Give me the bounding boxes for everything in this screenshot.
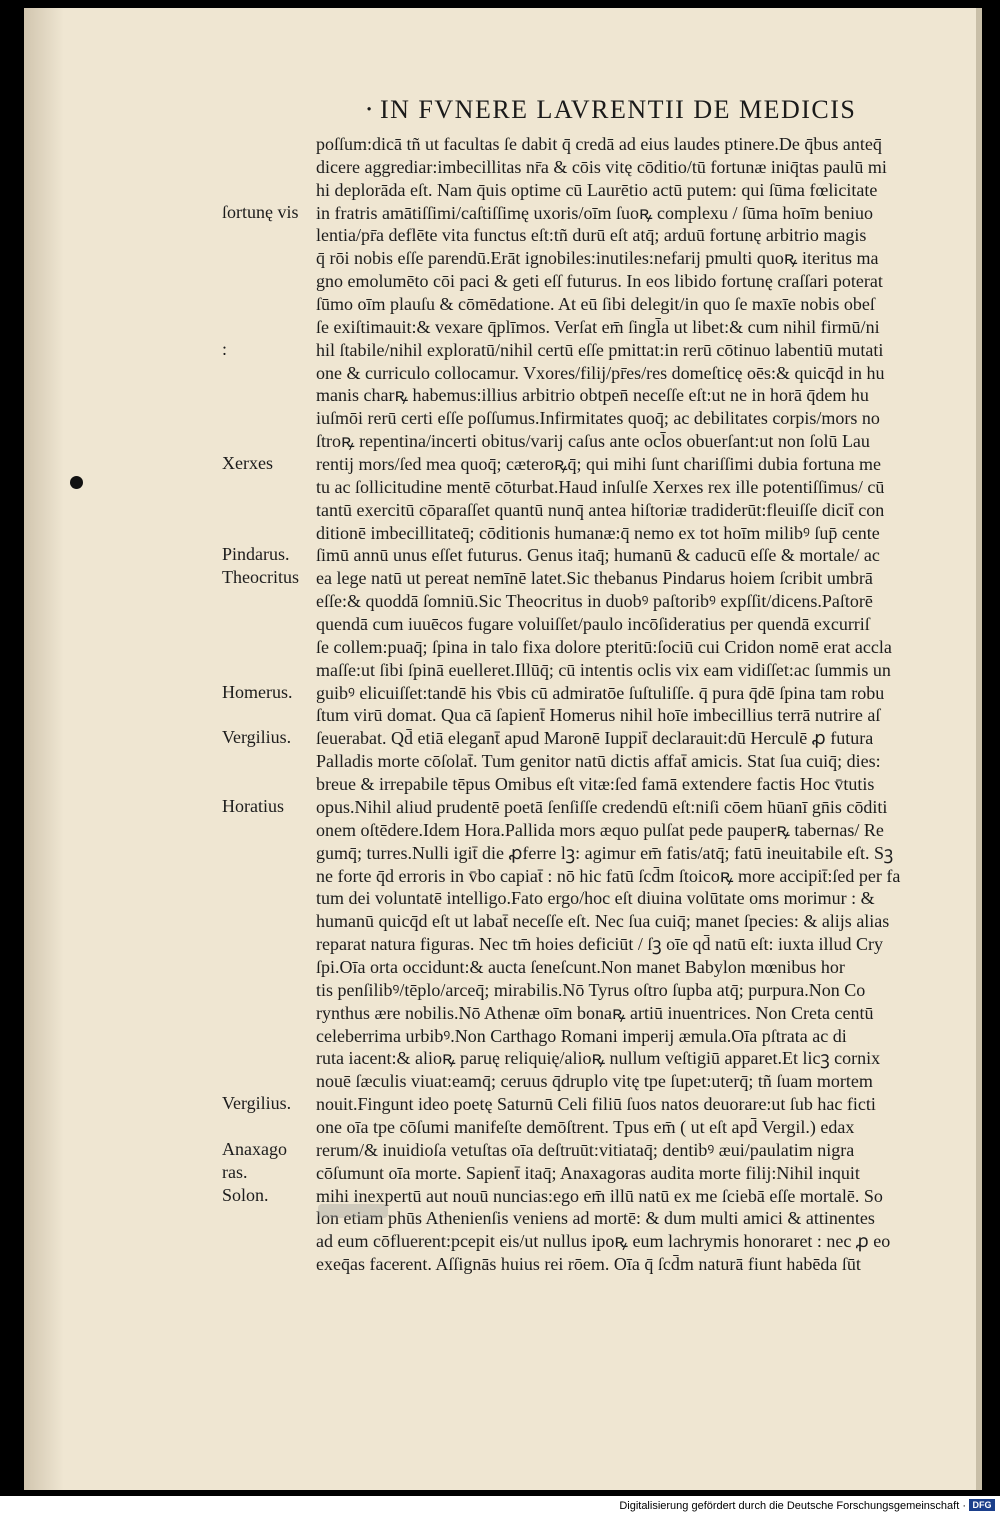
margin-note: Horatius <box>222 795 284 816</box>
text-line: lon etiam phūs Athenienſis veniens ad mortē: & dum multi amici & attinentes <box>316 1208 875 1229</box>
text-line: mihi inexpertū aut nouū nuncias:ego em̄ illū natū ex me ſciebā eſſe mortalē. So <box>316 1185 883 1206</box>
text-line: q̄ rōi nobis eſſe parendū.Erāt ignobiles:inutiles:nefarij pmulti quoꝶ iteritus ma <box>316 248 879 269</box>
main-text-block <box>316 133 966 1276</box>
text-line: tum dei voluntatē intelligo.Fato ergo/hoc eſt diuina volūtate oms morimur : & <box>316 888 875 909</box>
text-line: tu ac ſollicitudine mentē cōturbat.Haud inſulſe Xerxes rex ille potentiſſimus/ cū <box>316 476 885 497</box>
text-line: onem oſtēdere.Idem Hora.Pallida mors æquo pulſat pede pauperꝶ tabernas/ Re <box>316 819 884 840</box>
text-line: gumq̄; turres.Nulli igit̄ die ꝓferre lꝫ: agimur em̄ fatis/atq̄; fatū ineuitabile eſt. Sꝫ <box>316 842 894 863</box>
ink-spot <box>70 476 83 489</box>
text-line: tantū exercitū cōparaſſet quantū nunq̄ antea hiſtoriæ tradiderūt:fleuiſſe dicit̄ con <box>316 499 885 520</box>
ink-smudge <box>318 1204 388 1218</box>
margin-note: Xerxes <box>222 453 273 474</box>
text-line: ne forte q̄d erroris in v̄bo capiat̄ : nō hic fatū ſcd̄m ſtoicoꝶ more accipit̄:ſed per fa <box>316 865 901 886</box>
text-line: ſpi.Oīa orta occidunt:& aucta ſeneſcunt.Non manet Babylon mœnibus hor <box>316 956 845 977</box>
text-line: ſe exiſtimauit:& vexare q̄plīmos. Verſat em̄ ſingl̄a ut libet:& cum nihil firmū/ni <box>316 316 880 337</box>
margin-note: ras. <box>222 1161 248 1182</box>
margin-note: Solon. <box>222 1184 269 1205</box>
margin-note: : <box>222 338 228 359</box>
text-line: one & curriculo collocamur. Vxores/filij/pr̄es/res domeſticę oēs:& quicq̄d in hu <box>316 362 885 383</box>
text-line: hil ſtabile/nihil exploratū/nihil certū eſſe pmittat:in rerū cōtinuo labentiū mutati <box>316 339 884 360</box>
text-line: quendā cum iuuēcos fugare voluiſſet/paulo incōſideratius per quendā excurriſ <box>316 614 870 635</box>
text-line: ſe collem:puaq̄; ſpina in talo fixa dolore pteritū:ſociū cui Cridon nomē erat accla <box>316 636 892 657</box>
text-line: ſtum virū domat. Qua cā ſapient̄ Homerus nihil hoīe imbecillius terrā nutrire aſ <box>316 705 881 726</box>
text-line: cōſumunt oīa morte. Sapient̄ itaq̄; Anaxagoras audita morte filij:Nihil inquit <box>316 1162 860 1183</box>
text-line: in fratris amātiſſimi/caſtiſſimę uxoris/oīm ſuoꝶ complexu / ſūma hoīm beniuo <box>316 202 873 223</box>
text-line: tis penſilibꝰ/tēplo/arceq̄; mirabilis.Nō Tyrus oſtro ſupba atq̄; purpura.Non Co <box>316 979 866 1000</box>
text-line: opus.Nihil aliud prudentē poetā ſenſiſſe credendū eſt:niſi cōem hūanī gn̄is cōditi <box>316 796 888 817</box>
text-line: iuſmōi rerū certi eſſe poſſumus.Infirmitates quoq̄; ac debilitates corpis/mors no <box>316 408 880 429</box>
margin-note: Homerus. <box>222 681 293 702</box>
text-line: ſūmo oīm plauſu & cōmēdatione. At eū ſibi delegit/in quo ſe maxīe nobis obeſ <box>316 294 875 315</box>
margin-note: ſortunę vis <box>222 201 299 222</box>
text-line: Palladis morte cōſolat̄. Tum genitor natū dictis affat̄ amicis. Stat ſua cuiq̄; dies: <box>316 751 881 772</box>
dfg-logo: DFG <box>969 1499 995 1511</box>
text-line: manis charꝶ habemus:illius arbitrio obtpen̄ neceſſe eſt:ut ne in horā q̄dem hu <box>316 385 869 406</box>
text-line: ruta iacent:& alioꝶ paruę reliquię/alioꝶ nullum veſtigiū apparet.Et licꝫ cornix <box>316 1048 881 1069</box>
text-line: humanū quicq̄d eſt ut labat̄ neceſſe eſt. Nec ſua cuiq̄; manet ſpecies: & alijs alias <box>316 911 890 932</box>
text-line: eſſe:& quoddā ſomniū.Sic Theocritus in duobꝰ paſtoribꝰ expſſit/dicens.Paſtorē <box>316 591 873 612</box>
margin-note: Theocritus <box>222 567 299 588</box>
text-line: rentij mors/ſed mea quoq̄; cæteroꝶq̄; qui mihi ſunt chariſſimi dubia fortuna me <box>316 454 881 475</box>
margin-note: Anaxago <box>222 1138 287 1159</box>
text-line: ſtroꝶ repentina/incerti obitus/varij caſus ante ocl̄os obuerſant:ut non ſolū Lau <box>316 431 870 452</box>
text-line: lentia/pr̄a deflēte vita functus eſt:tñ durū eſt atq̄; arduū fortunę arbitrio magis <box>316 225 867 246</box>
text-line: poſſum:dicā tñ ut facultas ſe dabit q̄ credā ad eius laudes ptinere.De q̄bus anteq̄̄ <box>316 134 882 154</box>
text-line: maſſe:ut ſibi ſpinā euelleret.Illūq̄; cū intentis oclis vix eam vidiſſet:ac ſummis un <box>316 659 891 680</box>
text-line: ditionē imbecillitateq̄; cōditionis humanæ:q̄ nemo ex tot hoīm milibꝰ ſup̄ cente <box>316 522 880 543</box>
text-line: celeberrima urbibꝰ.Non Carthago Romani imperij æmula.Oīa pſtrata ac di <box>316 1025 847 1046</box>
text-line: ſeuerabat. Qd̄ etiā elegant̄ apud Maronē Iuppit̄ declarauit:dū Herculē ꝓ futura <box>316 728 874 749</box>
text-line: ad eum cōfluerent:pcepit eis/ut nullus ipoꝶ eum lachrymis honoraret : nec ꝓ eo <box>316 1231 891 1252</box>
text-line: breue & irrepabile tēpus Omibus eſt vitæ:ſed famā extendere factis Hoc v̄tutis <box>316 774 875 795</box>
text-line: reparat natura figuras. Nec tm̄ hoies deficiūt / ſꝫ oīe qd̄ natū eſt: iuxta illud Cry <box>316 934 884 955</box>
text-line: exeq̄as facerent. Aſſignās huius rei rōem. Oīa q̄ ſcd̄m naturā fiunt habēda ſūt <box>316 1254 861 1275</box>
header-ornament: · <box>365 95 374 125</box>
text-line: gno emolumēto cōi paci & geti eſſ futurus. In eos libido fortunę craſſari poterat <box>316 271 883 292</box>
text-line: ſimū annū unus eſſet futurus. Genus itaq̄; humanū & caducū eſſe & mortale/ ac <box>316 545 880 566</box>
margin-note: Vergilius. <box>222 727 292 748</box>
text-line: nouit.Fingunt ideo poetę Saturnū Celi filiū ſuos natos deuorare:ut ſub hac ficti <box>316 1094 876 1115</box>
margin-note: Vergilius. <box>222 1093 292 1114</box>
text-line: rerum/& inuidioſa vetuſtas oīa deſtruūt:vitiataq̄; dentibꝰ æui/paulatim nigra <box>316 1139 855 1160</box>
text-line: nouē ſæculis viuat:eamq̄; ceruus q̄druplo vitę tpe ſupet:uterq̄; tñ ſuam mortem <box>316 1071 873 1092</box>
text-line: ea lege natū ut pereat nemīnē latet.Sic thebanus Pindarus hoiem ſcribit umbrā <box>316 568 873 589</box>
text-line: dicere aggrediar:imbecillitas nr̄a & cōis vitę cōditio/tū fortunæ iniq̄tas paulū mi <box>316 156 887 177</box>
running-header: IN FVNERE LAVRENTII DE MEDICIS <box>380 95 857 124</box>
margin-note: Pindarus. <box>222 544 290 565</box>
text-line: rynthus ære nobilis.Nō Athenæ oīm bonaꝶ artiū inuentrices. Non Creta centū <box>316 1002 874 1023</box>
text-line: one oīa tpe cōſumi manifeſte demōſtrent. Tpus em̄ ( ut eſt apd̄ Vergil.) edax <box>316 1116 855 1137</box>
text-line: hi deplorāda eſt. Nam q̄uis optime cū Laurētio actū putem: qui ſūma fœlicitate <box>316 179 878 200</box>
text-line: guibꝰ elicuiſſet:tandē his v̄bis cū admiratōe ſuſtuliſſe. q̄ pura q̄dē ſpina tam robu <box>316 682 885 703</box>
funding-credit: Digitalisierung gefördert durch die Deutsche Forschungsgemeinschaft · <box>619 1500 966 1512</box>
